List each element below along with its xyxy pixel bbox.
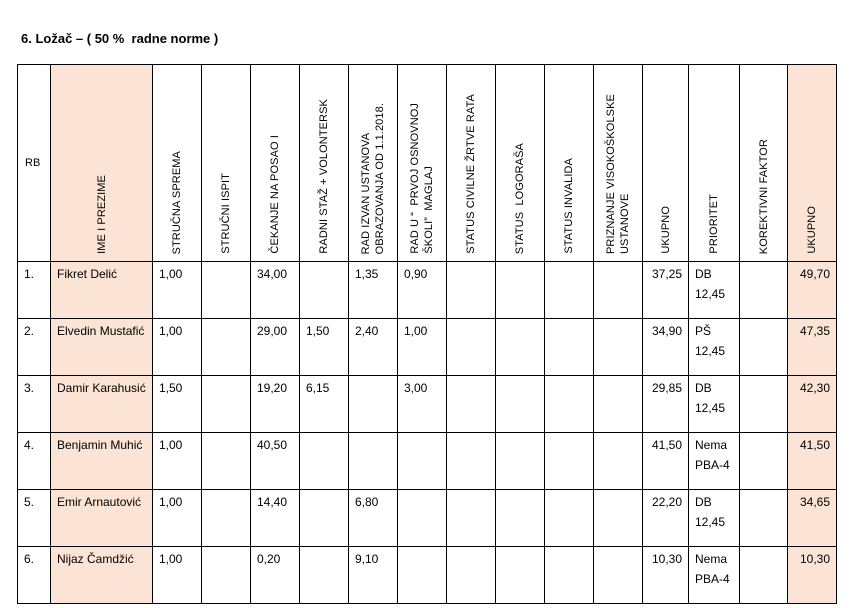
cell-ukupno-1: 41,50: [643, 433, 689, 490]
cell-name: Emir Arnautović: [51, 490, 153, 547]
cell-rb: 2.: [18, 319, 51, 376]
header-civilne-zrtve: STATUS CIVILNE ŽRTVE RATA: [447, 65, 496, 262]
cell-cekanje: 40,50: [251, 433, 300, 490]
cell-name: Fikret Delić: [51, 262, 153, 319]
header-korektivni: KOREKTIVNI FAKTOR: [740, 65, 788, 262]
header-logorasa: STATUS LOGORAŠA: [496, 65, 545, 262]
cell-rad-izvan: 2,40: [349, 319, 398, 376]
cell-ukupno-2: 34,65: [788, 490, 837, 547]
header-strucna-sprema: STRUČNA SPREMA: [153, 65, 202, 262]
cell-logorasa: [496, 376, 545, 433]
cell-logorasa: [496, 433, 545, 490]
cell-civilne-zrtve: [447, 376, 496, 433]
header-row: [18, 65, 837, 262]
cell-strucni-ispit: [202, 376, 251, 433]
cell-rad-u-skoli: [398, 490, 447, 547]
cell-prioritet: DB 12,45: [689, 376, 740, 433]
cell-strucni-ispit: [202, 490, 251, 547]
cell-korektivni: [740, 376, 788, 433]
header-priznanje: PRIZNANJE VISOKOŠKOLSKE USTANOVE: [594, 65, 643, 262]
cell-strucni-ispit: [202, 262, 251, 319]
cell-ukupno-1: 10,30: [643, 547, 689, 604]
cell-civilne-zrtve: [447, 490, 496, 547]
document-title: 6. Ložač – ( 50 % radne norme ): [21, 31, 219, 46]
cell-radni-staz: [300, 490, 349, 547]
cell-rad-izvan: [349, 433, 398, 490]
cell-ukupno-1: 37,25: [643, 262, 689, 319]
cell-ukupno-1: 22,20: [643, 490, 689, 547]
cell-logorasa: [496, 490, 545, 547]
header-rb: RB: [18, 65, 51, 262]
cell-korektivni: [740, 547, 788, 604]
cell-rad-u-skoli: 3,00: [398, 376, 447, 433]
cell-rb: 6.: [18, 547, 51, 604]
cell-korektivni: [740, 319, 788, 376]
cell-korektivni: [740, 490, 788, 547]
header-name: IME I PREZIME: [51, 65, 153, 262]
cell-priznanje: [594, 376, 643, 433]
cell-name: Elvedin Mustafić: [51, 319, 153, 376]
cell-rad-u-skoli: 0,90: [398, 262, 447, 319]
cell-name: Benjamin Muhić: [51, 433, 153, 490]
cell-civilne-zrtve: [447, 547, 496, 604]
cell-rad-izvan: 9,10: [349, 547, 398, 604]
cell-priznanje: [594, 319, 643, 376]
cell-priznanje: [594, 433, 643, 490]
cell-strucni-ispit: [202, 319, 251, 376]
cell-ukupno-2: 47,35: [788, 319, 837, 376]
cell-cekanje: 14,40: [251, 490, 300, 547]
cell-radni-staz: [300, 433, 349, 490]
cell-strucni-ispit: [202, 433, 251, 490]
cell-ukupno-2: 49,70: [788, 262, 837, 319]
cell-ukupno-1: 34,90: [643, 319, 689, 376]
cell-name: Damir Karahusić: [51, 376, 153, 433]
cell-civilne-zrtve: [447, 262, 496, 319]
cell-invalida: [545, 547, 594, 604]
cell-rb: 4.: [18, 433, 51, 490]
table-row: [18, 376, 837, 433]
header-rad-izvan: RAD IZVAN USTANOVA OBRAZOVANJA OD 1.1.2018.: [349, 65, 398, 262]
cell-prioritet: Nema PBA-4: [689, 433, 740, 490]
cell-radni-staz: 6,15: [300, 376, 349, 433]
table-row: [18, 490, 837, 547]
cell-radni-staz: 1,50: [300, 319, 349, 376]
cell-rad-u-skoli: 1,00: [398, 319, 447, 376]
cell-logorasa: [496, 319, 545, 376]
cell-civilne-zrtve: [447, 433, 496, 490]
cell-korektivni: [740, 433, 788, 490]
cell-rb: 3.: [18, 376, 51, 433]
cell-cekanje: 0,20: [251, 547, 300, 604]
table-row: [18, 433, 837, 490]
cell-name: Nijaz Čamdžić: [51, 547, 153, 604]
cell-civilne-zrtve: [447, 319, 496, 376]
cell-ukupno-2: 10,30: [788, 547, 837, 604]
cell-rb: 5.: [18, 490, 51, 547]
cell-prioritet: DB 12,45: [689, 490, 740, 547]
cell-cekanje: 29,00: [251, 319, 300, 376]
cell-cekanje: 19,20: [251, 376, 300, 433]
cell-invalida: [545, 433, 594, 490]
header-rad-u-skoli: RAD U “ PRVOJ OSNOVNOJ ŠKOLI” MAGLAJ: [398, 65, 447, 262]
cell-rb: 1.: [18, 262, 51, 319]
cell-prioritet: Nema PBA-4: [689, 547, 740, 604]
table-row: [18, 319, 837, 376]
cell-strucna-sprema: 1,00: [153, 319, 202, 376]
cell-ukupno-2: 42,30: [788, 376, 837, 433]
cell-cekanje: 34,00: [251, 262, 300, 319]
cell-strucna-sprema: 1,00: [153, 262, 202, 319]
cell-invalida: [545, 490, 594, 547]
header-prioritet: PRIORITET: [689, 65, 740, 262]
cell-strucna-sprema: 1,50: [153, 376, 202, 433]
cell-radni-staz: [300, 262, 349, 319]
cell-logorasa: [496, 262, 545, 319]
cell-strucna-sprema: 1,00: [153, 433, 202, 490]
cell-prioritet: DB 12,45: [689, 262, 740, 319]
cell-priznanje: [594, 547, 643, 604]
header-invalida: STATUS INVALIDA: [545, 65, 594, 262]
header-ukupno-2: UKUPNO: [788, 65, 837, 262]
cell-strucna-sprema: 1,00: [153, 547, 202, 604]
header-strucni-ispit: STRUČNI ISPIT: [202, 65, 251, 262]
cell-korektivni: [740, 262, 788, 319]
cell-rad-u-skoli: [398, 433, 447, 490]
cell-rad-izvan: [349, 376, 398, 433]
scoring-table: [17, 64, 837, 604]
cell-logorasa: [496, 547, 545, 604]
cell-radni-staz: [300, 547, 349, 604]
cell-priznanje: [594, 490, 643, 547]
header-ukupno-1: UKUPNO: [643, 65, 689, 262]
table-row: [18, 262, 837, 319]
cell-rad-u-skoli: [398, 547, 447, 604]
cell-priznanje: [594, 262, 643, 319]
cell-prioritet: PŠ 12,45: [689, 319, 740, 376]
header-cekanje: ČEKANJE NA POSAO I: [251, 65, 300, 262]
cell-invalida: [545, 319, 594, 376]
header-radni-staz: RADNI STAŽ + VOLONTERSK: [300, 65, 349, 262]
cell-ukupno-1: 29,85: [643, 376, 689, 433]
cell-invalida: [545, 262, 594, 319]
cell-ukupno-2: 41,50: [788, 433, 837, 490]
cell-rad-izvan: 1,35: [349, 262, 398, 319]
cell-invalida: [545, 376, 594, 433]
cell-strucna-sprema: 1,00: [153, 490, 202, 547]
table-row: [18, 547, 837, 604]
cell-strucni-ispit: [202, 547, 251, 604]
cell-rad-izvan: 6,80: [349, 490, 398, 547]
